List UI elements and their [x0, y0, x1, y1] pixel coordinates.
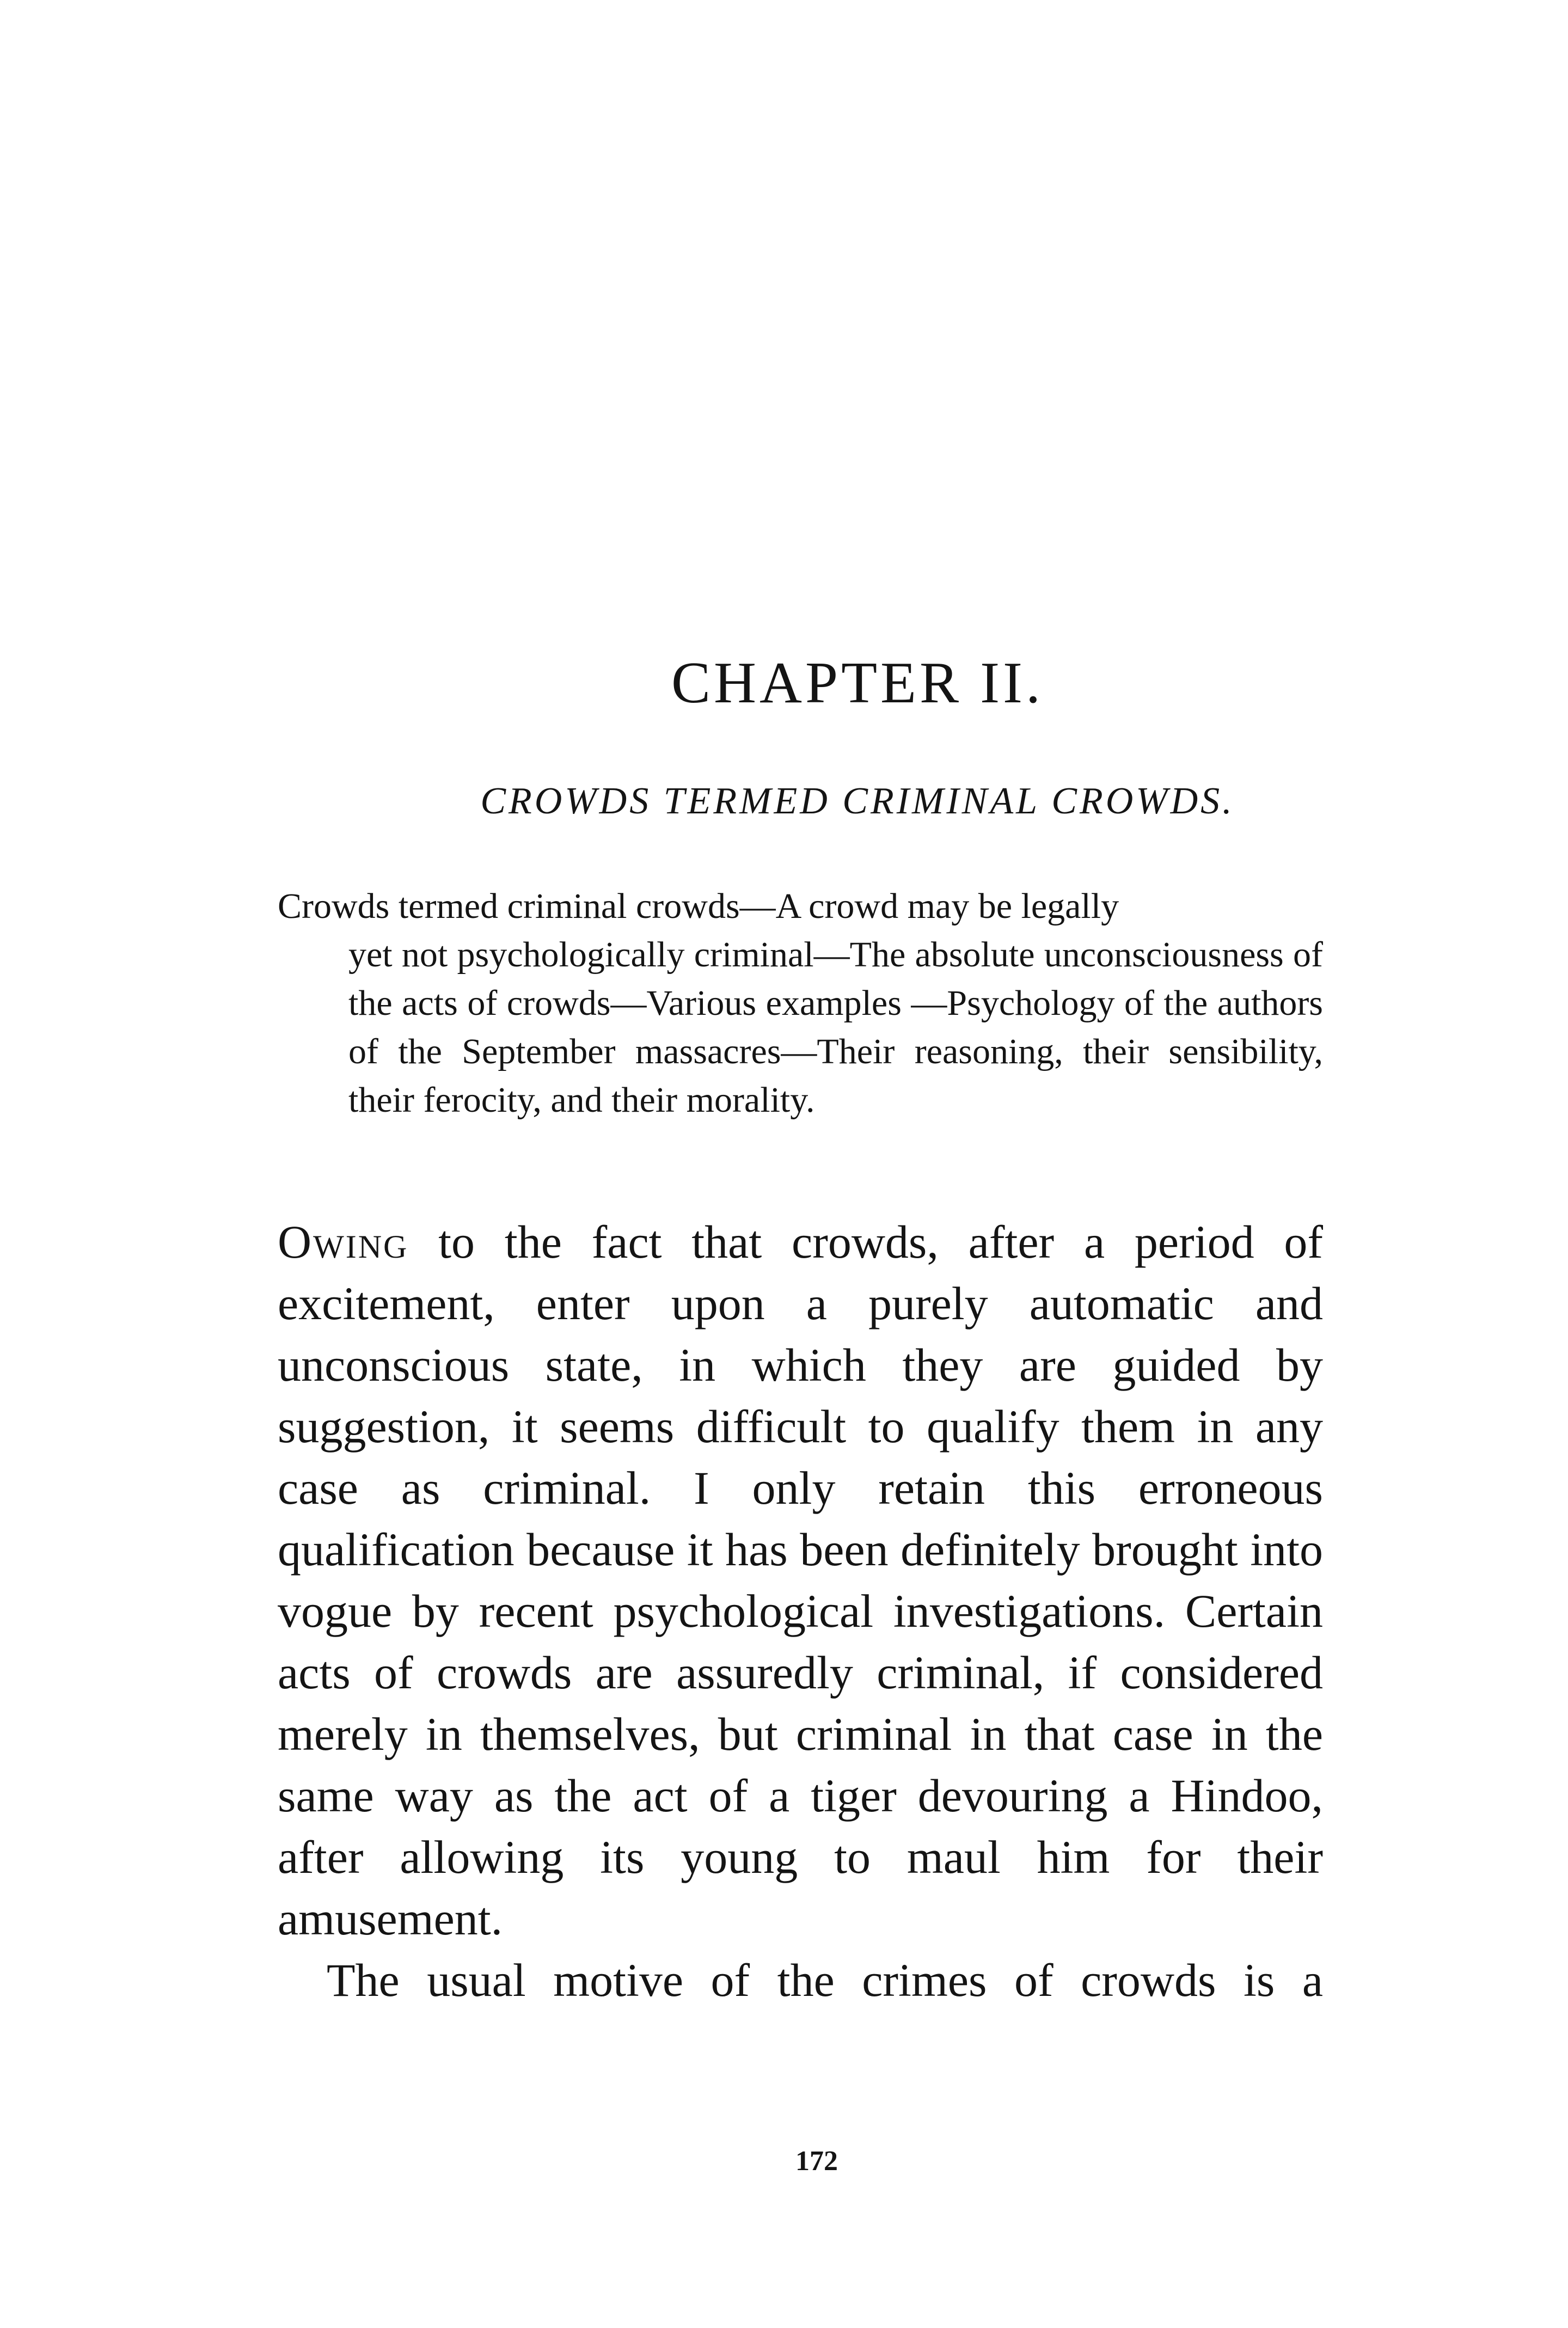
body-text [278, 1211, 1323, 2011]
chapter-title: CHAPTER II. [671, 651, 1044, 715]
chapter-synopsis [278, 882, 1323, 1124]
page-number: 172 [795, 2146, 838, 2177]
paragraph-1 [278, 1211, 1323, 1950]
paragraph-1-text: to the fact that crowds, after a period of excitement, enter upon a purely automatic and unconscious state, in which they are guided by suggestion, it seems difficult to qualify them in any case as criminal. I only retain this erroneous qualification because it has been definitely brought into vogue by recent psychological investigations. Certain acts of crowds are assuredly criminal, if considered merely in themselves, but criminal in that case in the same way as the act of a tiger devouring a Hindoo, after allowing its young to maul him for their amusement. [278, 1216, 1323, 1945]
synopsis-continuation: yet not psychologically criminal—The absolute unconsciousness of the acts of crowds—Various examples —Psychology of the authors of the September massacres—Their reasoning, their sensibility, their ferocity, and their morality. [348, 935, 1323, 1120]
lead-word: Owing [278, 1216, 409, 1268]
synopsis-first-line: Crowds termed criminal crowds—A crowd may be legally [278, 886, 1119, 926]
paragraph-2: The usual motive of the crimes of crowds is a [327, 1954, 1323, 2006]
chapter-subtitle: CROWDS TERMED CRIMINAL CROWDS. [480, 780, 1235, 822]
